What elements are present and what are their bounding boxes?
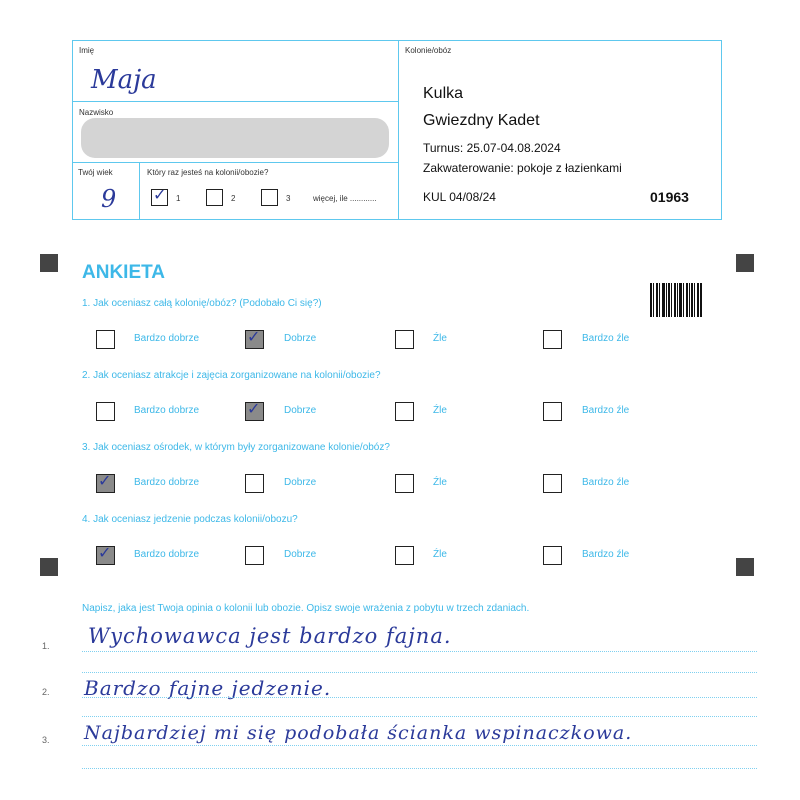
answer-checkbox-q2-1[interactable] bbox=[96, 402, 115, 421]
turnus: Turnus: 25.07-04.08.2024 bbox=[423, 141, 561, 155]
line-number: 1. bbox=[42, 641, 50, 651]
answer-checkbox-q1-3[interactable] bbox=[395, 330, 414, 349]
answer-label: Źle bbox=[433, 549, 447, 560]
answer-label: Dobrze bbox=[284, 405, 317, 416]
camp-code: KUL 04/08/24 bbox=[423, 190, 496, 204]
answer-checkbox-q4-3[interactable] bbox=[395, 546, 414, 565]
answer-label: Bardzo dobrze bbox=[134, 549, 200, 560]
camp-name: Kulka bbox=[423, 85, 464, 102]
answer-label: Źle bbox=[433, 477, 447, 488]
dotted-line bbox=[82, 745, 757, 746]
dotted-line bbox=[82, 697, 757, 698]
wiek-value: 9 bbox=[101, 185, 117, 213]
ile-razy-option-1: 1 bbox=[176, 194, 181, 203]
header-divider bbox=[398, 41, 399, 219]
answer-label: Bardzo źle bbox=[582, 549, 630, 560]
answer-label: Dobrze bbox=[284, 549, 317, 560]
wiek-label: Twój wiek bbox=[78, 168, 113, 177]
question-text-3: 3. Jak oceniasz ośrodek, w którym były zorganizowane kolonie/obóz? bbox=[82, 442, 390, 453]
imie-value: Maja bbox=[91, 65, 157, 95]
header-box bbox=[72, 40, 722, 220]
question-text-2: 2. Jak oceniasz atrakcje i zajęcia zorganizowane na kolonii/obozie? bbox=[82, 370, 381, 381]
camp-program: Gwiezdny Kadet bbox=[423, 112, 540, 129]
answer-checkbox-q2-4[interactable] bbox=[543, 402, 562, 421]
ile-razy-option-more: więcej, ile ............ bbox=[313, 194, 377, 203]
kolonia-label: Kolonie/obóz bbox=[405, 46, 452, 55]
answer-checkbox-q2-3[interactable] bbox=[395, 402, 414, 421]
answer-label: Bardzo dobrze bbox=[134, 333, 200, 344]
ile-razy-checkbox-3[interactable] bbox=[261, 189, 278, 206]
answer-label: Źle bbox=[433, 405, 447, 416]
line-number: 2. bbox=[42, 687, 50, 697]
survey-title: ANKIETA bbox=[82, 262, 166, 283]
ile-razy-label: Który raz jesteś na kolonii/obozie? bbox=[147, 168, 269, 177]
registration-marker bbox=[40, 558, 58, 576]
answer-label: Źle bbox=[433, 333, 447, 344]
answer-label: Bardzo źle bbox=[582, 405, 630, 416]
check-mark-icon: ✓ bbox=[153, 185, 167, 204]
answer-checkbox-q4-2[interactable] bbox=[245, 546, 264, 565]
opinion-line-2: Bardzo fajne jedzenie. bbox=[84, 676, 332, 700]
imie-label: Imię bbox=[79, 46, 95, 55]
answer-label: Bardzo dobrze bbox=[134, 477, 200, 488]
imie-divider bbox=[73, 101, 398, 102]
answer-label: Bardzo dobrze bbox=[134, 405, 200, 416]
dotted-line bbox=[82, 672, 757, 673]
nazwisko-divider bbox=[73, 162, 398, 163]
answer-label: Dobrze bbox=[284, 333, 317, 344]
question-text-1: 1. Jak oceniasz całą kolonię/obóz? (Podobało Ci się?) bbox=[82, 298, 322, 309]
opinion-prompt: Napisz, jaka jest Twoja opinia o kolonii lub obozie. Opisz swoje wrażenia z pobytu w trzech zdaniach. bbox=[82, 603, 530, 614]
nazwisko-label: Nazwisko bbox=[79, 108, 114, 117]
answer-checkbox-q1-4[interactable] bbox=[543, 330, 562, 349]
question-text-4: 4. Jak oceniasz jedzenie podczas kolonii/obozu? bbox=[82, 514, 298, 525]
answer-checkbox-q3-3[interactable] bbox=[395, 474, 414, 493]
registration-marker bbox=[736, 558, 754, 576]
dotted-line bbox=[82, 651, 757, 652]
answer-label: Bardzo źle bbox=[582, 333, 630, 344]
wiek-divider bbox=[139, 162, 140, 219]
answer-checkbox-q4-4[interactable] bbox=[543, 546, 562, 565]
zakwaterowanie: Zakwaterowanie: pokoje z łazienkami bbox=[423, 161, 622, 175]
answer-checkbox-q3-4[interactable] bbox=[543, 474, 562, 493]
ile-razy-option-2: 2 bbox=[231, 194, 236, 203]
registration-marker bbox=[736, 254, 754, 272]
dotted-line bbox=[82, 768, 757, 769]
answer-checkbox-q1-1[interactable] bbox=[96, 330, 115, 349]
registration-marker bbox=[40, 254, 58, 272]
ile-razy-option-3: 3 bbox=[286, 194, 291, 203]
opinion-line-3: Najbardziej mi się podobała ścianka wspinaczkowa. bbox=[84, 722, 633, 744]
check-mark-icon: ✓ bbox=[98, 543, 112, 562]
ile-razy-checkbox-2[interactable] bbox=[206, 189, 223, 206]
nazwisko-redaction bbox=[81, 118, 389, 158]
line-number: 3. bbox=[42, 735, 50, 745]
check-mark-icon: ✓ bbox=[247, 399, 261, 418]
check-mark-icon: ✓ bbox=[98, 471, 112, 490]
barcode bbox=[650, 283, 702, 317]
check-mark-icon: ✓ bbox=[247, 327, 261, 346]
dotted-line bbox=[82, 716, 757, 717]
answer-label: Dobrze bbox=[284, 477, 317, 488]
answer-checkbox-q3-2[interactable] bbox=[245, 474, 264, 493]
form-number: 01963 bbox=[650, 189, 689, 205]
answer-label: Bardzo źle bbox=[582, 477, 630, 488]
opinion-line-1: Wychowawca jest bardzo fajna. bbox=[88, 624, 452, 648]
